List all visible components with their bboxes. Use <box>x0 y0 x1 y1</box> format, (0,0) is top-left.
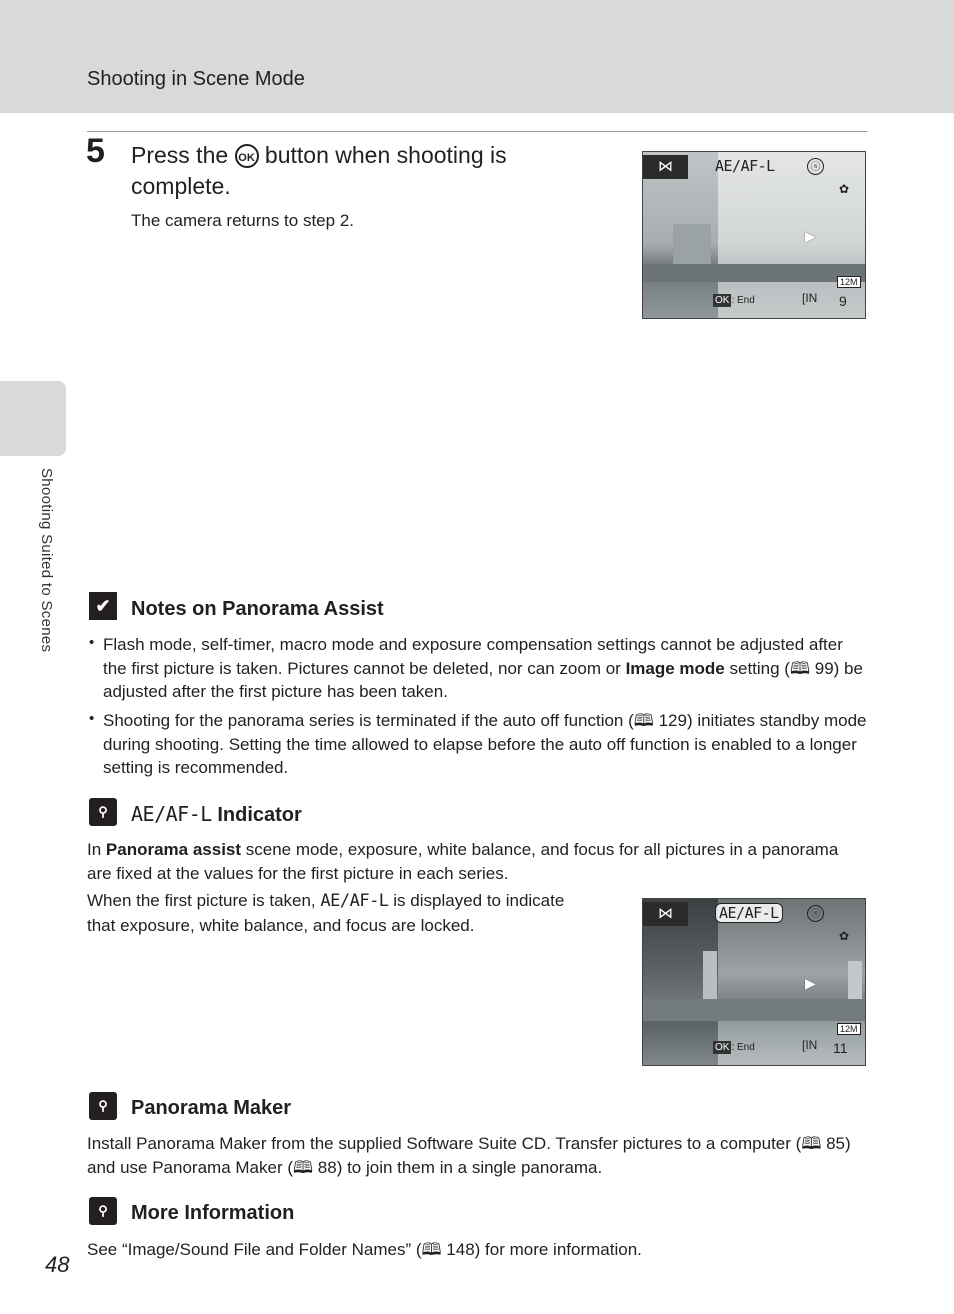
step-subtitle: The camera returns to step 2. <box>131 211 354 230</box>
exposures-remaining: 9 <box>839 293 847 309</box>
flash-off-icon: ⓢ <box>807 905 824 922</box>
ael-p1-text2: scene mode, exposure, white balance, and focus for all pictures in a panorama are fixed at the values for the first picture in each series. <box>87 840 839 883</box>
panorama-mode-icon: ⋈ <box>643 155 688 179</box>
running-header: Shooting in Scene Mode <box>87 68 305 90</box>
ael-indicator-highlighted: AE/AF-L <box>715 903 783 923</box>
end-label: : End <box>731 295 755 306</box>
step-title-part2: button when shooting is complete. <box>131 142 507 199</box>
ael-symbol: AE/AF-L <box>131 802 212 826</box>
book-reference-icon: 🕮 <box>293 1157 314 1177</box>
maker-ref2: 88 <box>317 1157 337 1177</box>
macro-icon: ✿ <box>839 182 850 196</box>
ael-title-text: Indicator <box>211 804 302 826</box>
hint-icon: ⚲ <box>89 798 117 826</box>
maker-paragraph <box>87 1132 867 1179</box>
bullet1-text3: ) be adjusted after the first picture has been taken. <box>103 658 863 701</box>
chapter-tab <box>0 381 66 456</box>
bullet2-ref: 129 <box>658 711 687 730</box>
pan-direction-arrow-icon: ▶ <box>805 975 816 991</box>
notes-title: Notes on Panorama Assist <box>131 598 384 620</box>
bullet1-bold: Image mode <box>625 658 725 678</box>
bullet-icon: • <box>89 710 95 727</box>
skyline-silhouette <box>643 999 865 1021</box>
flash-off-icon: ⓢ <box>807 158 824 175</box>
maker-text2: ) and use Panorama Maker ( <box>87 1134 851 1177</box>
header-band <box>0 0 954 113</box>
ael-p1-bold: Panorama assist <box>105 840 242 859</box>
ael-paragraph-1 <box>87 838 867 885</box>
ok-end-hint <box>713 1042 755 1053</box>
pan-direction-arrow-icon: ▶ <box>805 228 816 244</box>
bullet2-text2: ) initiates standby mode during shooting. Setting the time allowed to elapse before the auto off function is enabled to a longer setting is recommended. <box>103 711 867 777</box>
step-title-part1: Press the <box>131 142 235 168</box>
step-number: 5 <box>86 132 105 170</box>
ael-p1-text1: In <box>87 840 106 859</box>
more-info-title: More Information <box>131 1202 295 1224</box>
book-reference-icon: 🕮 <box>633 711 654 730</box>
ael-p2-text2: is displayed to indicate that exposure, white balance, and focus are locked. <box>87 891 565 935</box>
internal-memory-icon: [IN <box>802 291 818 305</box>
bullet1-text1: Flash mode, self-timer, macro mode and exposure compensation settings cannot be adjusted after the first picture is taken. Pictures cannot be deleted, nor can zoom or <box>103 635 843 678</box>
ok-end-hint <box>713 295 755 306</box>
step-title <box>131 140 601 202</box>
notes-bullet-2 <box>103 709 868 780</box>
ok-icon: OK <box>715 1042 730 1053</box>
page-number: 48 <box>45 1252 70 1277</box>
end-label: : End <box>731 1042 755 1053</box>
ael-section-title <box>131 802 302 827</box>
maker-text1: Install Panorama Maker from the supplied Software Suite CD. Transfer pictures to a computer ( <box>87 1134 802 1153</box>
maker-section-title: Panorama Maker <box>131 1097 292 1119</box>
bullet-icon: • <box>89 634 95 651</box>
ael-indicator: AE/AF-L <box>715 157 775 175</box>
bullet2-text1: Shooting for the panorama series is terminated if the auto off function ( <box>103 711 634 730</box>
more-text1: See “Image/Sound File and Folder Names” ( <box>87 1240 422 1259</box>
internal-memory-icon: [IN <box>802 1038 818 1052</box>
building-silhouette <box>673 224 711 269</box>
more-text2: ) for more information. <box>474 1240 642 1259</box>
divider <box>87 131 867 132</box>
camera-screen-ael <box>642 898 866 1066</box>
image-size-icon: 12M <box>837 1023 861 1035</box>
book-reference-icon: 🕮 <box>789 658 811 678</box>
more-info-paragraph <box>87 1238 867 1262</box>
book-reference-icon: 🕮 <box>801 1134 822 1153</box>
macro-icon: ✿ <box>839 929 850 943</box>
ael-paragraph-2 <box>87 889 597 937</box>
chapter-tab-label: Shooting Suited to Scenes <box>38 468 55 653</box>
maker-ref1: 85 <box>826 1134 846 1153</box>
check-note-icon: ✔ <box>89 592 117 620</box>
bullet1-ref: 99 <box>814 658 834 678</box>
ok-button-icon: OK <box>235 144 259 168</box>
exposures-remaining: 11 <box>833 1040 848 1056</box>
panorama-mode-icon: ⋈ <box>643 902 688 926</box>
more-ref: 148 <box>446 1240 475 1259</box>
ael-p2-text1: When the first picture is taken, <box>87 891 321 910</box>
skyline-silhouette <box>643 264 865 282</box>
hint-icon: ⚲ <box>89 1197 117 1225</box>
image-size-icon: 12M <box>837 276 861 288</box>
maker-text3: ) to join them in a single panorama. <box>336 1157 603 1177</box>
ael-p2-symbol: AE/AF-L <box>320 891 389 911</box>
book-reference-icon: 🕮 <box>421 1240 442 1259</box>
camera-screen-step5 <box>642 151 866 319</box>
bullet1-text2: setting ( <box>724 658 790 678</box>
hint-icon: ⚲ <box>89 1092 117 1120</box>
ok-icon: OK <box>715 295 730 306</box>
notes-bullet-1 <box>103 633 868 704</box>
